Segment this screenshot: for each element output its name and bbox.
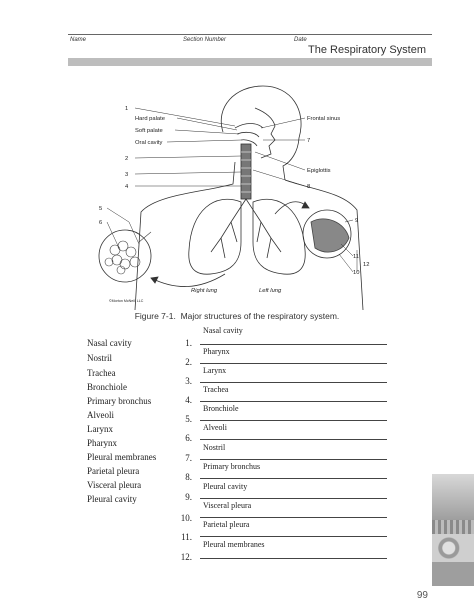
answer-2[interactable]: Pharynx (203, 347, 230, 356)
label-9: 9 (355, 218, 359, 224)
respiratory-diagram (95, 82, 385, 310)
answer-line (200, 536, 387, 537)
label-1: 1 (125, 106, 129, 112)
answer-3[interactable]: Larynx (203, 366, 227, 375)
answer-4[interactable]: Trachea (203, 385, 229, 394)
label-8: 8 (307, 184, 311, 190)
answer-number: 3. (185, 376, 192, 386)
page-number: 99 (416, 590, 428, 601)
label-hard-palate: Hard palate (135, 116, 165, 122)
page-title: The Respiratory System (308, 44, 426, 56)
section-number-label: Section Number (183, 37, 227, 43)
header-rule (68, 34, 432, 35)
answer-line (200, 420, 387, 421)
term-item: Alveoli (87, 410, 114, 420)
label-2: 2 (125, 156, 129, 162)
term-item: Visceral pleura (87, 480, 142, 490)
label-epiglottis: Epiglottis (307, 168, 331, 174)
side-tab-grey (432, 474, 474, 520)
answer-number: 4. (185, 395, 192, 405)
label-soft-palate: Soft palate (135, 128, 163, 134)
term-item: Bronchiole (87, 382, 127, 392)
term-item: Primary bronchus (87, 396, 152, 406)
answer-line (200, 401, 387, 402)
caption-text: Major structures of the respiratory system. (180, 311, 340, 321)
face-outline (255, 108, 275, 158)
label-right-lung: Right lung (191, 288, 218, 294)
answer-number: 8. (185, 472, 192, 482)
arrow-to-alveoli (151, 274, 225, 287)
answer-number: 5. (185, 414, 192, 424)
answer-12[interactable]: Pleural membranes (203, 540, 265, 549)
answer-line (200, 558, 387, 559)
answer-number: 1. (185, 338, 192, 348)
term-item: Pleural membranes (87, 452, 157, 462)
answer-number: 11. (181, 532, 192, 542)
term-item: Nostril (87, 353, 113, 363)
label-4: 4 (125, 184, 129, 190)
answer-line (200, 439, 387, 440)
answer-number: 6. (185, 433, 192, 443)
answer-line (200, 478, 387, 479)
label-11: 11 (353, 254, 360, 260)
answer-6[interactable]: Alveoli (203, 423, 227, 432)
term-item: Pharynx (87, 438, 117, 448)
head-outline (221, 86, 301, 180)
term-item: Parietal pleura (87, 466, 140, 476)
answer-number: 12. (180, 552, 192, 562)
answer-line (200, 382, 387, 383)
side-tab-dark (432, 562, 474, 586)
label-oral-cavity: Oral cavity (135, 140, 163, 146)
side-tab-texture (432, 520, 474, 534)
date-label: Date (294, 37, 307, 43)
term-item: Larynx (87, 424, 113, 434)
answer-9[interactable]: Pleural cavity (203, 482, 248, 491)
label-12: 12 (363, 262, 370, 268)
answer-8[interactable]: Primary bronchus (203, 462, 261, 471)
alveoli-inset (99, 230, 151, 282)
title-bar (68, 58, 432, 66)
term-item: Trachea (87, 368, 116, 378)
answer-number: 7. (185, 453, 192, 463)
name-label: Name (70, 37, 87, 43)
answer-line (200, 344, 387, 345)
term-item: Nasal cavity (87, 338, 132, 348)
answer-line (200, 517, 387, 518)
label-5: 5 (99, 206, 103, 212)
answer-line (200, 459, 387, 460)
caption-label: Figure 7-1. (134, 311, 176, 321)
label-10: 10 (353, 270, 360, 276)
left-lung (253, 199, 305, 274)
answer-line (200, 498, 387, 499)
answer-1[interactable]: Nasal cavity (203, 326, 243, 335)
answer-line (200, 363, 387, 364)
answer-7[interactable]: Nostril (203, 443, 226, 452)
answer-10[interactable]: Visceral pleura (203, 501, 252, 510)
answer-number: 2. (185, 357, 192, 367)
answer-5[interactable]: Bronchiole (203, 404, 239, 413)
body-outline (135, 162, 235, 310)
figure-credit: ©Morton McNeil, LLC (109, 299, 144, 303)
label-frontal-sinus: Frontal sinus (307, 116, 341, 122)
answer-number: 9. (185, 492, 192, 502)
label-3: 3 (125, 172, 129, 178)
term-item: Pleural cavity (87, 494, 137, 504)
label-7: 7 (307, 138, 311, 144)
figure-caption (0, 311, 474, 321)
label-left-lung: Left lung (259, 288, 282, 294)
answer-number: 10. (180, 513, 192, 523)
side-tab-image (432, 534, 474, 562)
right-lung (189, 199, 241, 274)
answer-11[interactable]: Parietal pleura (203, 520, 250, 529)
label-6: 6 (99, 220, 103, 226)
